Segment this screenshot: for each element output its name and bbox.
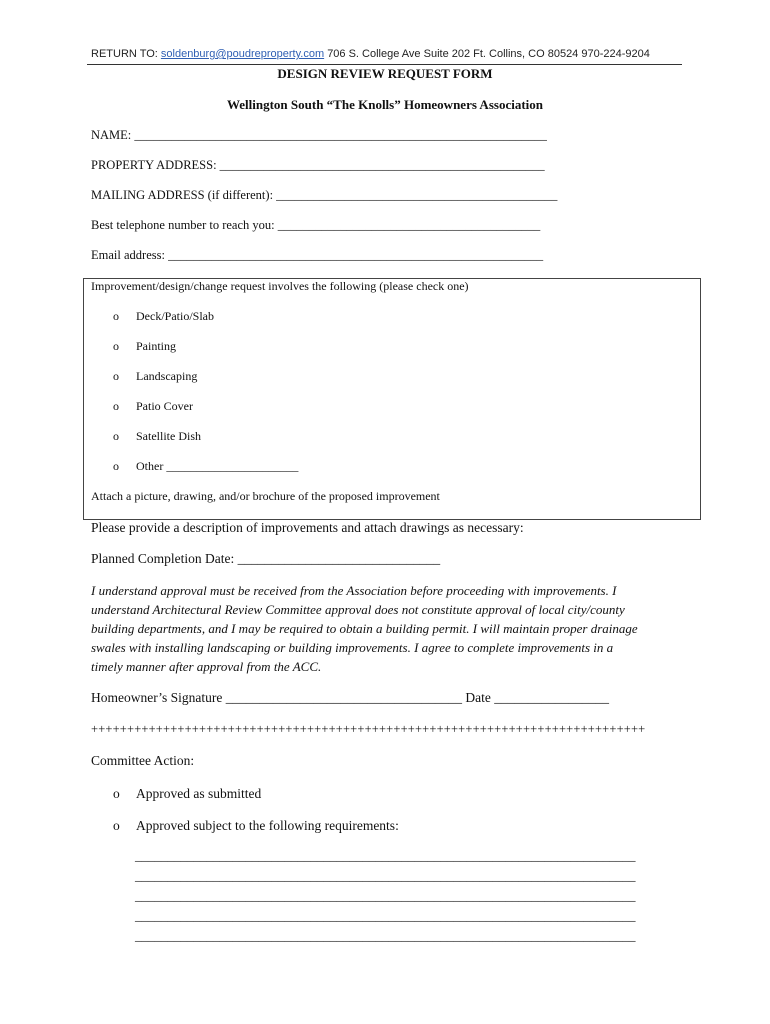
email-field[interactable]: Email address: ____________________________________________________________	[91, 248, 544, 262]
committee-option-marker[interactable]: o	[113, 818, 120, 833]
separator-line: +++++++++++++++++++++++++++++++++++++++++++++++++++++++++++++++++++++++++++++	[91, 722, 646, 736]
option-marker[interactable]: o	[113, 309, 119, 323]
option-marker[interactable]: o	[113, 399, 119, 413]
return-address: 706 S. College Ave Suite 202 Ft. Collins, CO 80524 970-224-9204	[327, 48, 650, 60]
return-header	[91, 48, 650, 60]
committee-heading: Committee Action:	[91, 753, 195, 768]
option-marker[interactable]: o	[113, 369, 119, 383]
option-painting-label: Painting	[136, 339, 177, 353]
completion-date-field[interactable]: Planned Completion Date: ______________________________	[91, 551, 441, 566]
disclaimer-line: timely manner after approval from the ACC.	[91, 659, 322, 674]
committee-option-marker[interactable]: o	[113, 786, 120, 801]
option-patio-cover-label: Patio Cover	[136, 399, 193, 413]
disclaimer-line: swales with installing landscaping or building improvements. I agree to complete improvements in a	[91, 640, 614, 655]
name-field[interactable]: NAME: __________________________________________________________________	[91, 128, 547, 142]
header-rule	[87, 64, 682, 65]
option-deck-label: Deck/Patio/Slab	[136, 309, 214, 323]
improvement-prompt: Improvement/design/change request involves the following (please check one)	[91, 279, 469, 293]
mailing-address-field[interactable]: MAILING ADDRESS (if different): _____________________________________________	[91, 188, 558, 202]
signature-line[interactable]: Homeowner’s Signature ___________________________________ Date _________________	[91, 690, 609, 705]
committee-approved-label: Approved as submitted	[136, 786, 262, 801]
option-marker[interactable]: o	[113, 429, 119, 443]
requirements-line[interactable]: _____________________________________________________________________________	[135, 848, 636, 863]
requirements-line[interactable]: _____________________________________________________________________________	[135, 928, 636, 943]
option-other-label[interactable]: Other ______________________	[136, 459, 299, 473]
requirements-line[interactable]: _____________________________________________________________________________	[135, 888, 636, 903]
option-landscaping-label: Landscaping	[136, 369, 198, 383]
attach-note: Attach a picture, drawing, and/or brochure of the proposed improvement	[91, 489, 440, 503]
disclaimer-line: building departments, and I may be required to obtain a building permit. I will maintain proper drainage	[91, 621, 638, 636]
property-address-field[interactable]: PROPERTY ADDRESS: ____________________________________________________	[91, 158, 545, 172]
form-title: DESIGN REVIEW REQUEST FORM	[277, 66, 493, 81]
option-marker[interactable]: o	[113, 459, 119, 473]
return-label: RETURN TO:	[91, 48, 158, 60]
option-marker[interactable]: o	[113, 339, 119, 353]
disclaimer-line: understand Architectural Review Committee approval does not constitute approval of local city/county	[91, 602, 625, 617]
requirements-line[interactable]: _____________________________________________________________________________	[135, 908, 636, 923]
telephone-field[interactable]: Best telephone number to reach you: __________________________________________	[91, 218, 541, 232]
return-email-link[interactable]: soldenburg@poudreproperty.com	[160, 48, 325, 60]
committee-conditional-label: Approved subject to the following requirements:	[136, 818, 399, 833]
disclaimer-line: I understand approval must be received from the Association before proceeding with improvements. I	[91, 583, 617, 598]
requirements-line[interactable]: _____________________________________________________________________________	[135, 868, 636, 883]
description-prompt: Please provide a description of improvements and attach drawings as necessary:	[91, 520, 524, 535]
form-subtitle: Wellington South “The Knolls” Homeowners Association	[226, 97, 543, 112]
option-satellite-label: Satellite Dish	[136, 429, 201, 443]
